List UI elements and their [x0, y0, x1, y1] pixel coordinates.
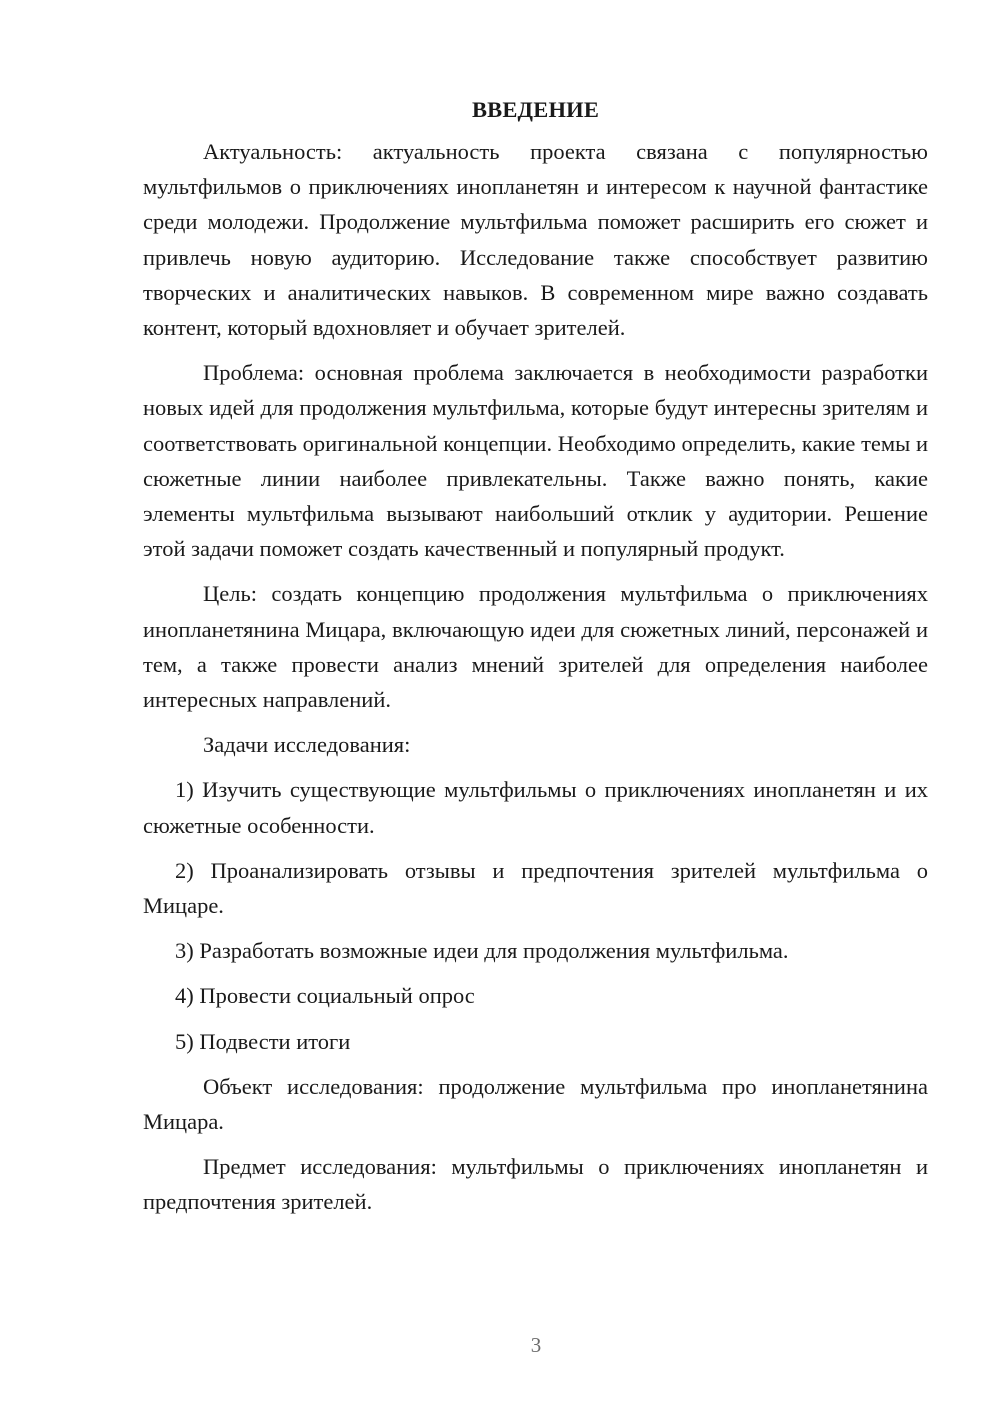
goal-paragraph: Цель: создать концепцию продолжения мультфильма о приключениях инопланетянина Мицара, включающую идеи для сюжетных линий, персонажей и тем, а также провести анализ мнений зрителей для определения наиболее интересных направлений.: [143, 581, 928, 713]
task-item-4: 4) Провести социальный опрос: [175, 983, 475, 1009]
problem-paragraph: Проблема: основная проблема заключается в необходимости разработки новых идей для продолжения мультфильма, которые будут интересны зрителям и соответствовать оригинальной концепции. Необходимо определить, какие темы и сюжетные линии наиболее привлекательны. Также важно понять, какие элементы мультфильма вызывают наибольший отклик у аудитории. Решение этой задачи поможет создать качественный и популярный продукт.: [143, 360, 928, 562]
page-number: 3: [530, 1333, 542, 1357]
page-title: ВВЕДЕНИЕ: [471, 97, 600, 122]
relevance-paragraph: Актуальность: актуальность проекта связана с популярностью мультфильмов о приключениях инопланетян и интересом к научной фантастике среди молодежи. Продолжение мультфильма поможет расширить его сюжет и привлечь новую аудиторию. Исследование также способствует развитию творческих и аналитических навыков. В современном мире важно создавать контент, который вдохновляет и обучает зрителей.: [143, 139, 928, 341]
subject-paragraph: Предмет исследования: мультфильмы о приключениях инопланетян и предпочтения зрителей.: [143, 1154, 928, 1215]
object-paragraph: Объект исследования: продолжение мультфильма про инопланетянина Мицара.: [143, 1073, 928, 1135]
task-item-5: 5) Подвести итоги: [175, 1028, 351, 1054]
tasks-heading: Задачи исследования:: [203, 732, 411, 758]
task-item-2: 2) Проанализировать отзывы и предпочтения зрителей мультфильма о Мицаре.: [143, 857, 928, 919]
task-item-1: 1) Изучить существующие мультфильмы о приключениях инопланетян и их сюжетные особенности.: [143, 777, 928, 838]
page-content: [143, 95, 928, 1230]
task-item-3: 3) Разработать возможные идеи для продолжения мультфильма.: [175, 938, 789, 964]
